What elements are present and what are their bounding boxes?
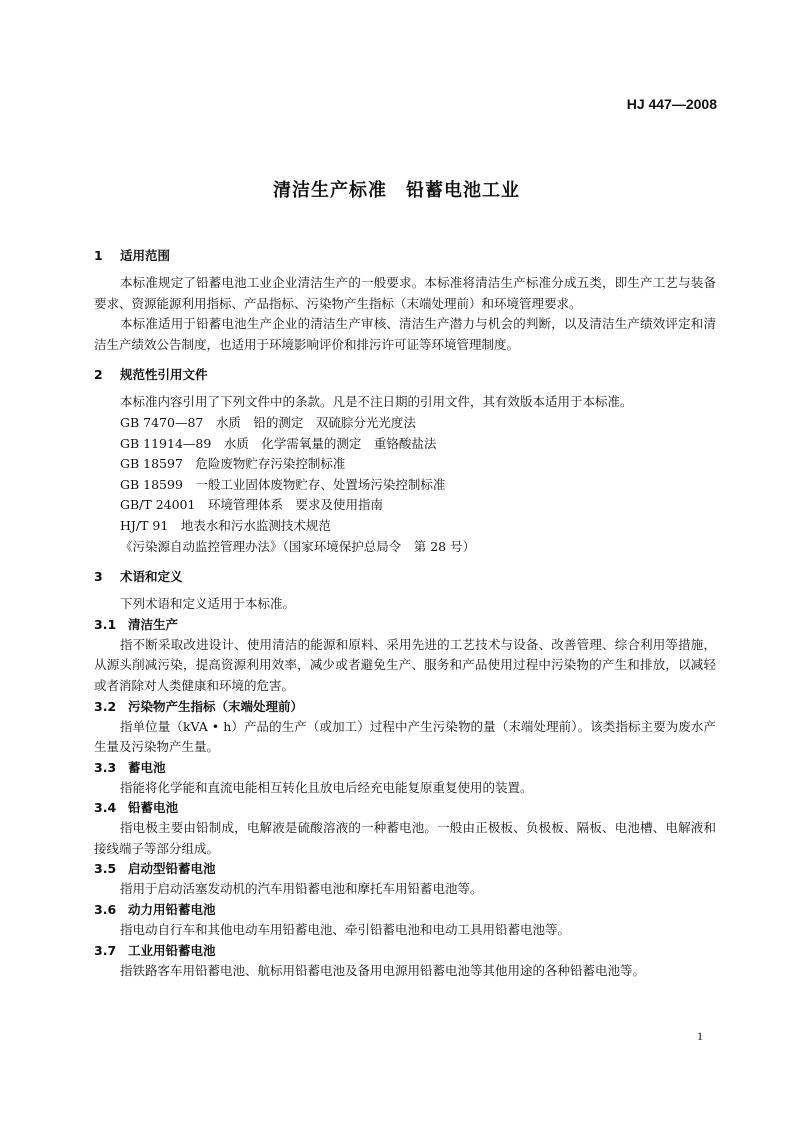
section-heading-3 xyxy=(94,567,716,587)
reference-item: GB 18597 危险废物贮存污染控制标准 xyxy=(120,456,346,472)
term-title: 启动型铅蓄电池 xyxy=(128,861,216,877)
standard-code: HJ 447—2008 xyxy=(626,96,717,112)
reference-item: 《污染源自动监控管理办法》（国家环境保护总局令 第 28 号） xyxy=(120,538,476,554)
term-heading xyxy=(94,615,716,635)
page-title: 清洁生产标准 铅蓄电池工业 xyxy=(273,180,520,201)
section-number: 2 xyxy=(94,367,103,383)
term-number: 3.3 xyxy=(94,759,117,775)
term-title: 污染物产生指标（末端处理前） xyxy=(128,698,304,714)
reference-item: GB 18599 一般工业固体废物贮存、处置场污染控制标准 xyxy=(120,476,446,492)
reference-item: GB/T 24001 环境管理体系 要求及使用指南 xyxy=(120,497,383,513)
term-heading xyxy=(94,941,716,961)
term-definition: 指不断采取改进设计、使用清洁的能源和原料、采用先进的工艺技术与设备、改善管理、综合利用等措施，从源头削减污染，提高资源利用效率，减少或者避免生产、服务和产品使用过程中污染物的产生和排放，以减轻或者消除对人类健康和环境的危害。 xyxy=(94,636,716,693)
section-title: 适用范围 xyxy=(120,248,171,263)
reference-item: GB 7470—87 水质 铅的测定 双硫腙分光光度法 xyxy=(120,414,416,430)
section-title: 规范性引用文件 xyxy=(120,367,208,383)
term-title: 蓄电池 xyxy=(128,759,166,775)
term-definition: 指铁路客车用铅蓄电池、航标用铅蓄电池及备用电源用铅蓄电池等其他用途的各种铅蓄电池等。 xyxy=(120,962,646,978)
term-heading xyxy=(94,697,716,717)
term-definition: 指用于启动活塞发动机的汽车用铅蓄电池和摩托车用铅蓄电池等。 xyxy=(120,881,483,897)
term-heading xyxy=(94,859,716,879)
term-heading xyxy=(94,758,716,778)
term-title: 清洁生产 xyxy=(128,616,179,632)
section-heading-2 xyxy=(94,365,716,385)
term-heading xyxy=(94,900,716,920)
term-number: 3.1 xyxy=(94,616,117,632)
reference-item: GB 11914—89 水质 化学需氧量的测定 重铬酸盐法 xyxy=(120,435,437,451)
paragraph: 下列术语和定义适用于本标准。 xyxy=(120,596,296,612)
section-title: 术语和定义 xyxy=(120,569,183,585)
paragraph: 本标准内容引用了下列文件中的条款。凡是不注日期的引用文件，其有效版本适用于本标准。 xyxy=(120,394,633,410)
paragraph: 本标准规定了铅蓄电池工业企业清洁生产的一般要求。本标准将清洁生产标准分成五类，即生产工艺与装备要求、资源能源利用指标、产品指标、污染物产生指标（末端处理前）和环境管理要求。 xyxy=(94,275,716,311)
term-definition: 指电动自行车和其他电动车用铅蓄电池、牵引铅蓄电池和电动工具用铅蓄电池等。 xyxy=(120,922,571,938)
section-number: 1 xyxy=(94,248,103,263)
page-number: 1 xyxy=(697,1029,703,1043)
term-number: 3.6 xyxy=(94,902,117,918)
document-body xyxy=(94,246,716,981)
term-title: 动力用铅蓄电池 xyxy=(128,902,216,918)
section-number: 3 xyxy=(94,569,103,585)
term-number: 3.2 xyxy=(94,698,117,714)
term-title: 工业用铅蓄电池 xyxy=(128,942,216,958)
term-title: 铅蓄电池 xyxy=(128,800,179,816)
term-number: 3.7 xyxy=(94,942,117,958)
term-definition: 指能将化学能和直流电能相互转化且放电后经充电能复原重复使用的装置。 xyxy=(120,779,533,795)
term-number: 3.4 xyxy=(94,800,117,816)
term-heading xyxy=(94,798,716,818)
term-number: 3.5 xyxy=(94,861,117,877)
paragraph: 本标准适用于铅蓄电池生产企业的清洁生产审核、清洁生产潜力与机会的判断，以及清洁生产绩效评定和清洁生产绩效公告制度，也适用于环境影响评价和排污许可证等环境管理制度。 xyxy=(94,316,716,352)
section-heading-1 xyxy=(94,246,716,266)
term-definition: 指单位量（kVA • h）产品的生产（或加工）过程中产生污染物的量（末端处理前）。该类指标主要为废水产生量及污染物产生量。 xyxy=(94,718,716,755)
reference-item: HJ/T 91 地表水和污水监测技术规范 xyxy=(120,517,331,533)
term-definition: 指电极主要由铅制成，电解液是硫酸溶液的一种蓄电池。一般由正极板、负极板、隔板、电池槽、电解液和接线端子等部分组成。 xyxy=(94,820,716,856)
